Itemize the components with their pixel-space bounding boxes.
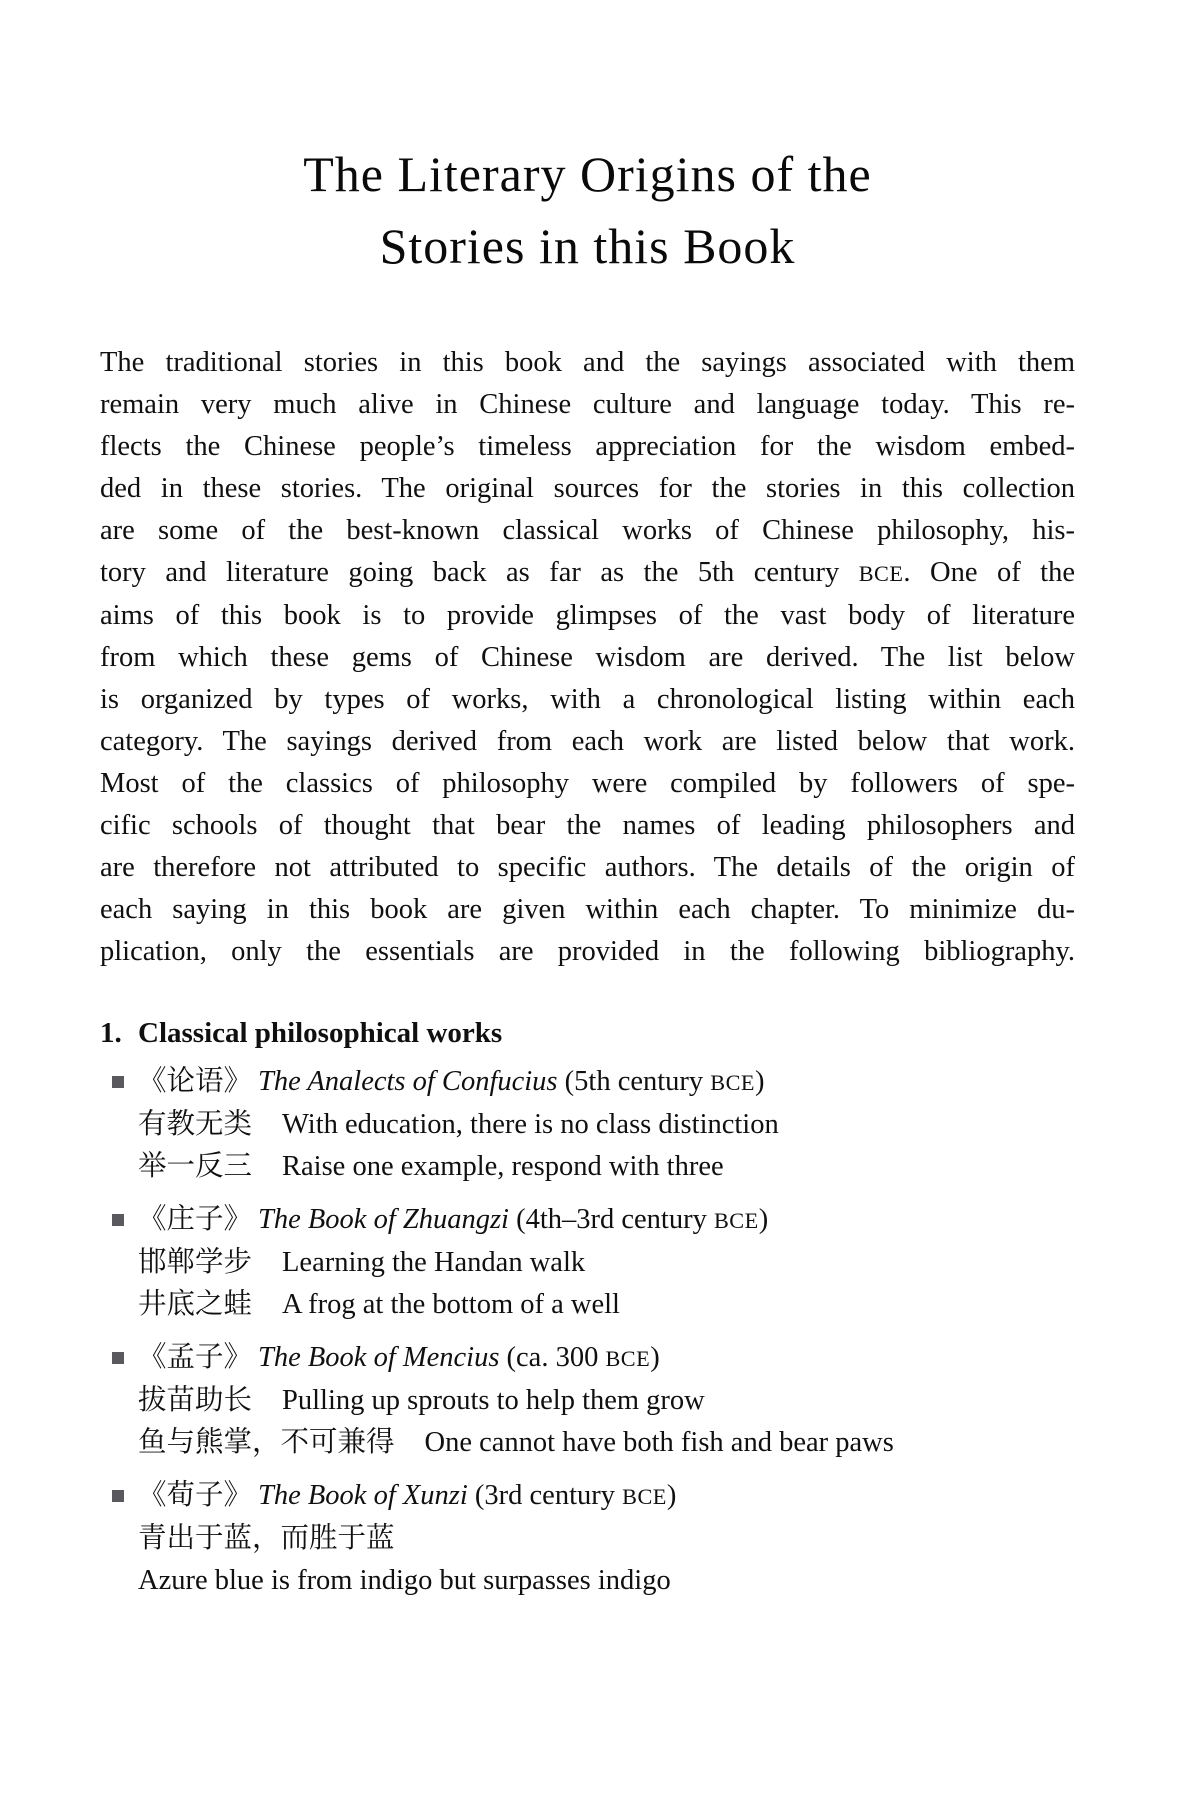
work-detail: (3rd century BCE) (474, 1480, 677, 1511)
saying-en: Raise one example, respond with three (282, 1151, 724, 1182)
work-detail: (4th–3rd century BCE) (516, 1204, 769, 1235)
paragraph-line: tory and literature going back as far as the 5th century BCE. One of the (100, 557, 1076, 588)
saying-en: Pulling up sprouts to help them grow (282, 1385, 705, 1416)
work-item (100, 1337, 1075, 1464)
saying-cjk: 鱼与熊掌，不可兼得 (138, 1427, 395, 1458)
bullet-square-icon (112, 1214, 124, 1226)
saying-en: With education, there is no class distinction (282, 1109, 779, 1140)
saying-row (138, 1422, 1075, 1464)
saying-cjk: 有教无类 (138, 1109, 253, 1140)
work-title-italic: The Book of Mencius (258, 1342, 500, 1373)
paragraph-line: is organized by types of works, with a chronological listing within each (100, 684, 1075, 715)
saying-cjk: 拔苗助长 (138, 1385, 253, 1416)
paragraph-line: each saying in this book are given within each chapter. To minimize du- (100, 894, 1075, 925)
saying-row (138, 1242, 1075, 1284)
saying-cjk: 举一反三 (138, 1151, 253, 1182)
paragraph-line: cific schools of thought that bear the names of leading philosophers and (100, 810, 1075, 841)
saying-row (138, 1560, 1075, 1602)
work-item (100, 1061, 1075, 1188)
section-title: Classical philosophical works (138, 1017, 503, 1049)
work-title-line (138, 1337, 1075, 1380)
paragraph-line: are some of the best-known classical works of Chinese philosophy, his- (100, 515, 1075, 546)
saying-row (138, 1146, 1075, 1188)
saying-cjk: 邯郸学步 (138, 1247, 253, 1278)
work-cjk-title: 《论语》 (138, 1066, 253, 1097)
paragraph-line: are therefore not attributed to specific authors. The details of the origin of (100, 852, 1075, 883)
saying-row (138, 1518, 1075, 1560)
work-title-line (138, 1475, 1075, 1518)
paragraph-line: ded in these stories. The original sources for the stories in this collection (100, 473, 1075, 504)
text-column (100, 0, 1075, 1613)
page-title-line-2: Stories in this Book (379, 218, 796, 274)
paragraph-line: The traditional stories in this book and the sayings associated with them (100, 347, 1075, 378)
saying-en: One cannot have both fish and bear paws (424, 1427, 894, 1458)
page-title-line-1: The Literary Origins of the (303, 146, 872, 202)
saying-row (138, 1380, 1075, 1422)
bullet-square-icon (112, 1076, 124, 1088)
work-title-line (138, 1199, 1075, 1242)
work-title-italic: The Analects of Confucius (258, 1066, 558, 1097)
works-list (100, 1061, 1075, 1602)
section-number: 1. (100, 1017, 122, 1049)
bullet-square-icon (112, 1352, 124, 1364)
paragraph-line: plication, only the essentials are provided in the following bibliography. (100, 936, 1075, 967)
work-item (100, 1475, 1075, 1602)
section-heading (100, 1011, 1075, 1055)
saying-cjk: 井底之蛙 (138, 1289, 253, 1320)
work-cjk-title: 《庄子》 (138, 1204, 253, 1235)
work-title-italic: The Book of Xunzi (258, 1480, 468, 1511)
paragraph-line: category. The sayings derived from each work are listed below that work. (100, 726, 1075, 757)
saying-en: A frog at the bottom of a well (282, 1289, 620, 1320)
paragraph-line: from which these gems of Chinese wisdom are derived. The list below (100, 642, 1075, 673)
work-title-line (138, 1061, 1075, 1104)
saying-cjk: 青出于蓝，而胜于蓝 (138, 1523, 395, 1554)
saying-en: Learning the Handan walk (282, 1247, 586, 1278)
work-cjk-title: 《孟子》 (138, 1342, 253, 1373)
paragraph-line: remain very much alive in Chinese culture and language today. This re- (100, 389, 1075, 420)
work-cjk-title: 《荀子》 (138, 1480, 253, 1511)
saying-en: Azure blue is from indigo but surpasses indigo (138, 1565, 671, 1596)
saying-row (138, 1284, 1075, 1326)
work-title-italic: The Book of Zhuangzi (258, 1204, 509, 1235)
intro-paragraph (100, 342, 1075, 973)
work-detail: (5th century BCE) (564, 1066, 765, 1097)
paragraph-line: Most of the classics of philosophy were compiled by followers of spe- (100, 768, 1075, 799)
work-item (100, 1199, 1075, 1326)
work-detail: (ca. 300 BCE) (506, 1342, 660, 1373)
saying-row (138, 1104, 1075, 1146)
paragraph-line: aims of this book is to provide glimpses of the vast body of literature (100, 600, 1075, 631)
paragraph-line: flects the Chinese people’s timeless appreciation for the wisdom embed- (100, 431, 1075, 462)
bullet-square-icon (112, 1490, 124, 1502)
page-title (100, 138, 1075, 282)
